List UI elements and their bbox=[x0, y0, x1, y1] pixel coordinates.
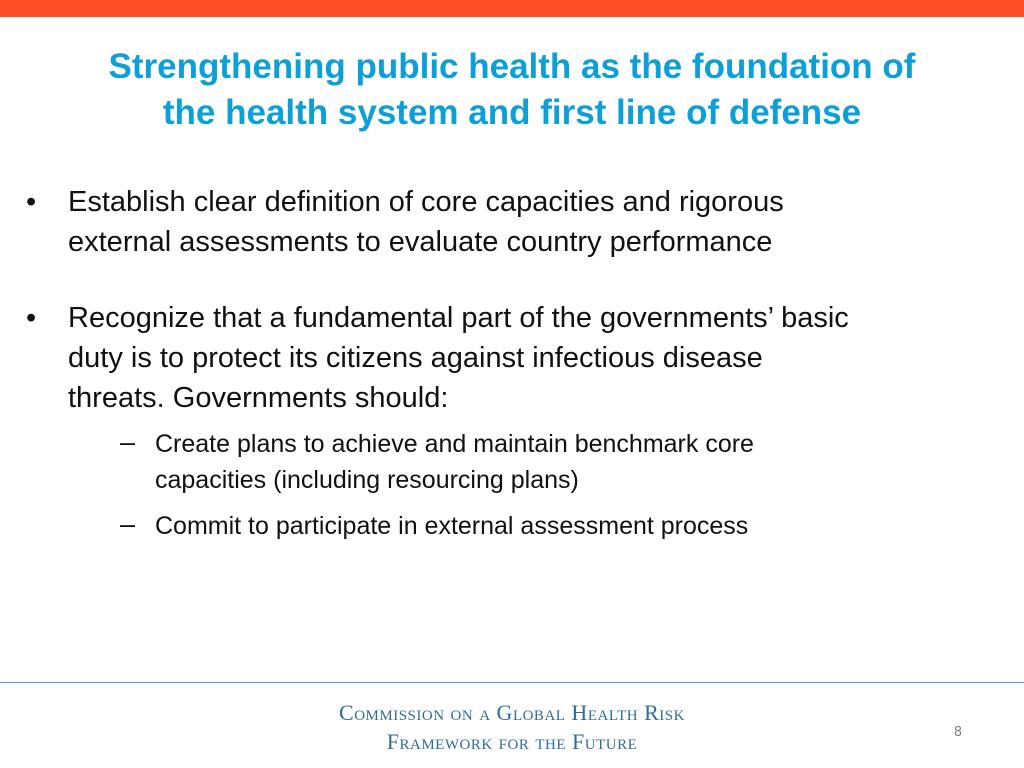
bullet-text bbox=[68, 182, 1006, 262]
bullet-dot-icon: • bbox=[26, 186, 37, 218]
bullet-line: threats. Governments should: bbox=[68, 382, 449, 414]
sub-bullet-item-assessment bbox=[68, 508, 1006, 544]
sub-bullet-line: capacities (including resourcing plans) bbox=[155, 466, 579, 494]
dash-icon: – bbox=[120, 427, 136, 457]
footer-title-line-2: Framework for the Future bbox=[386, 729, 638, 754]
bullet-line: Recognize that a fundamental part of the governments’ basic bbox=[68, 302, 849, 334]
bullet-line: external assessments to evaluate country performance bbox=[68, 226, 773, 258]
bullet-item-core-capacities bbox=[26, 182, 1006, 262]
sub-bullet-line: Commit to participate in external assessment process bbox=[155, 512, 749, 540]
bullet-dot-icon: • bbox=[26, 302, 37, 334]
bullet-text bbox=[68, 298, 1006, 418]
slide-title-line-1: Strengthening public health as the foundation of bbox=[108, 47, 916, 86]
footer-divider bbox=[0, 682, 1024, 683]
slide-content bbox=[26, 182, 1006, 544]
top-accent-bar bbox=[0, 0, 1024, 17]
footer-title-line-1: Commission on a Global Health Risk bbox=[339, 700, 685, 725]
bullet-line: duty is to protect its citizens against infectious disease bbox=[68, 342, 763, 374]
sub-bullet-line: Create plans to achieve and maintain benchmark core bbox=[155, 430, 754, 458]
dash-icon: – bbox=[120, 509, 136, 539]
slide-title bbox=[40, 44, 984, 136]
bullet-item-government-duty bbox=[26, 298, 1006, 544]
sub-bullet-item-plans bbox=[68, 426, 1006, 498]
page-number: 8 bbox=[953, 725, 963, 740]
slide-title-line-2: the health system and first line of defense bbox=[162, 93, 862, 132]
bullet-line: Establish clear definition of core capacities and rigorous bbox=[68, 186, 784, 218]
footer-title bbox=[212, 698, 812, 756]
sub-bullet-list bbox=[68, 426, 1006, 544]
